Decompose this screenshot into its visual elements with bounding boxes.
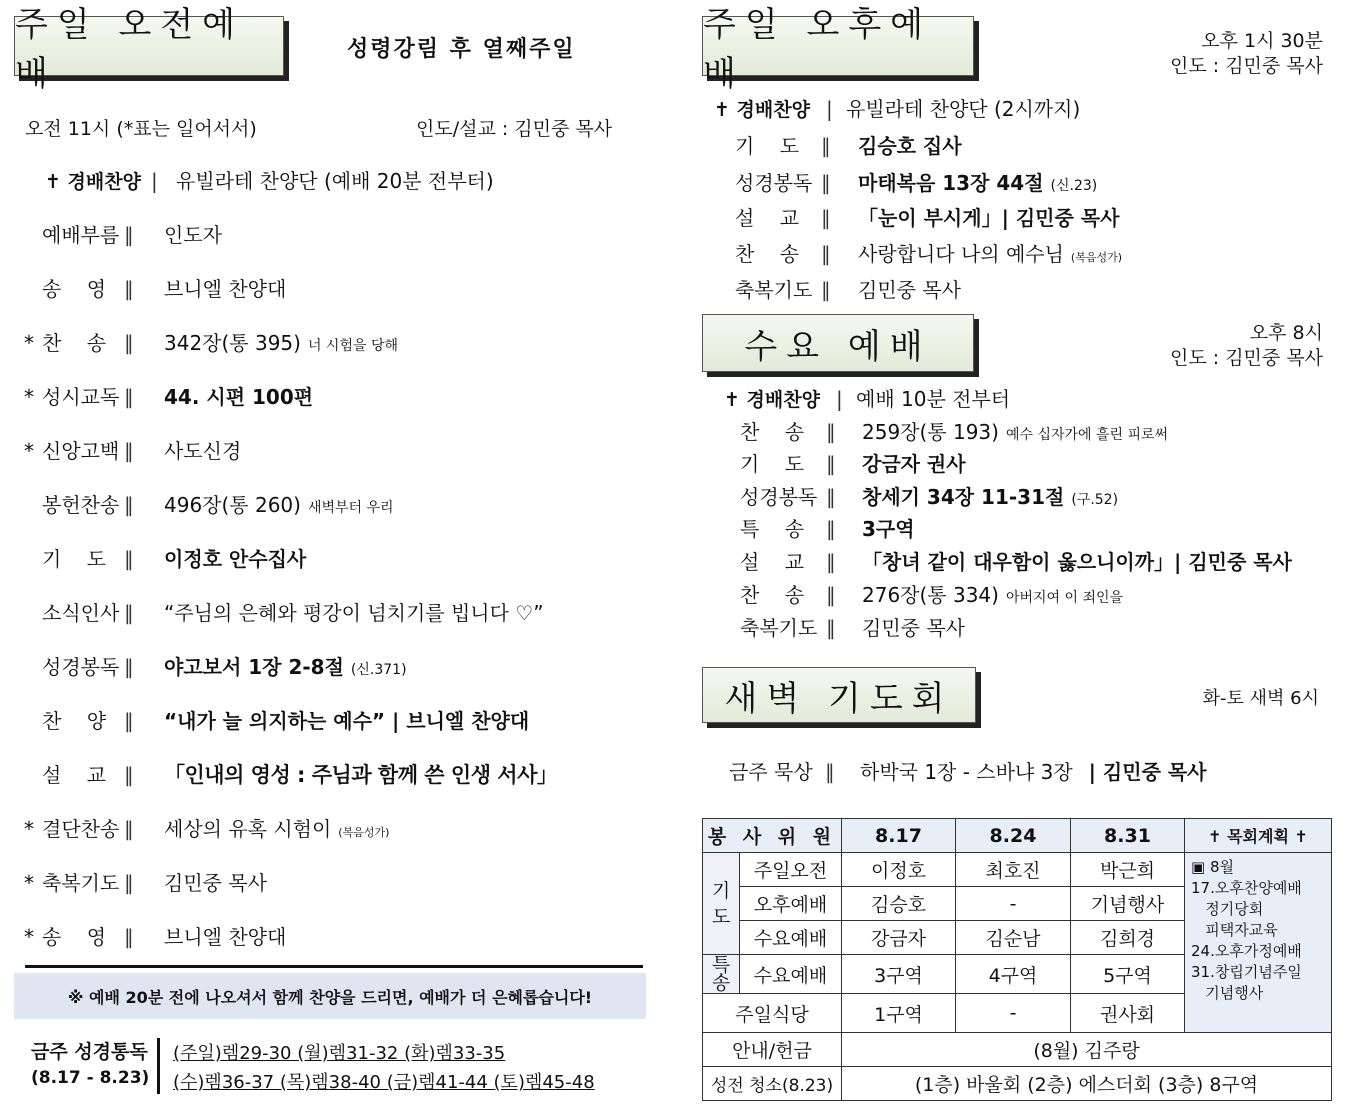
am-row-label: 소식인사 <box>42 601 120 625</box>
wed-row-note: 아버지여 이 죄인을 <box>1005 590 1124 606</box>
wed-row-label: 찬 송 <box>740 420 805 444</box>
am-row-label: 축복기도 <box>42 871 120 895</box>
prayer-cell: 최호진 <box>956 853 1071 887</box>
wed-row-label: 특 송 <box>740 517 805 541</box>
prayer-group-text: 기 도 <box>711 879 731 928</box>
date-1: 8.17 <box>842 819 956 853</box>
am-divider <box>25 965 643 968</box>
wed-row-value: 259장(통 193) <box>862 420 999 444</box>
pm-row-sep: ∥ <box>821 278 831 302</box>
am-row-sep: ∥ <box>124 763 134 787</box>
pm-row-label: 성경봉독 <box>735 171 813 195</box>
wed-row-value: 276장(통 334) <box>862 583 999 607</box>
bible-reading-line2: (수)렘36-37 (목)렘38-40 (금)렘41-44 (토)렘45-48 <box>173 1072 595 1093</box>
date-2: 8.24 <box>956 819 1071 853</box>
wed-row-sep: ∥ <box>826 485 836 509</box>
pm-row-label: 기 도 <box>735 134 800 158</box>
wed-row-value: 「창녀 같이 대우함이 옳으니이까」| 김민중 목사 <box>862 550 1292 574</box>
am-leader: 인도/설교 : 김민중 목사 <box>416 118 613 140</box>
wed-row-label: 축복기도 <box>740 616 818 640</box>
wed-order-row <box>740 546 1292 575</box>
pm-row-value: 사랑합니다 나의 예수님 <box>858 242 1064 266</box>
pm-order-row <box>735 130 962 159</box>
pm-order-row <box>735 167 1097 196</box>
plan-line: 피택자교육 <box>1191 921 1278 939</box>
am-row-value: 인도자 <box>164 223 222 247</box>
guide-row-value: (8월) 김주랑 <box>842 1033 1332 1067</box>
pm-order-row <box>735 202 1119 231</box>
pm-row-sep: ∥ <box>821 242 831 266</box>
wed-row-value: 강금자 권사 <box>862 452 966 476</box>
am-row-sep: ∥ <box>124 331 134 355</box>
clean-row-label: 성전 청소(8.23) <box>703 1067 842 1101</box>
pm-row-sep: ∥ <box>821 134 831 158</box>
plan-line: ▣ 8월 <box>1191 858 1234 876</box>
pm-row-label: ✝ 경배찬양 <box>714 99 810 121</box>
pm-leader: 인도 : 김민중 목사 <box>1170 55 1323 77</box>
pm-order-row <box>735 274 961 303</box>
am-row-value: 야고보서 1장 2-8절 <box>164 655 344 679</box>
service-table <box>702 818 1332 1101</box>
bible-reading-title: 금주 성경통독 <box>31 1041 148 1063</box>
wed-row-sep: | <box>836 387 843 411</box>
bible-reading-divider <box>157 1038 160 1094</box>
pm-row-label: 설 교 <box>735 206 800 230</box>
wed-row-sep: ∥ <box>826 420 836 444</box>
wed-row-sep: ∥ <box>826 517 836 541</box>
am-row-sep: ∥ <box>124 493 134 517</box>
bible-reading-range: (8.17 - 8.23) <box>31 1068 150 1088</box>
wed-leader: 인도 : 김민중 목사 <box>1170 347 1323 369</box>
pastoral-plan <box>1185 853 1332 1033</box>
pm-row-sep: | <box>826 97 833 121</box>
am-row-value: 김민중 목사 <box>164 871 267 895</box>
wed-order-row <box>740 513 915 542</box>
prayer-cell: - <box>956 887 1071 921</box>
dawn-heading-box <box>702 667 976 723</box>
am-row-sep: ∥ <box>124 439 134 463</box>
am-stand-mark: * <box>24 871 34 895</box>
prayer-cell: 강금자 <box>842 921 956 955</box>
wed-row-value: 3구역 <box>862 517 915 541</box>
prayer-cell: 김희경 <box>1071 921 1185 955</box>
wed-row-sep: ∥ <box>826 452 836 476</box>
wed-row-sep: ∥ <box>826 550 836 574</box>
am-row-value: 세상의 유혹 시험이 <box>164 817 332 841</box>
am-order-row <box>24 921 287 950</box>
meal-cell: 1구역 <box>842 994 956 1033</box>
date-3: 8.31 <box>1071 819 1185 853</box>
am-notice <box>14 973 646 1019</box>
am-time-note: 오전 11시 (*표는 일어서서) <box>25 118 257 140</box>
am-order-row <box>24 867 267 896</box>
special-cell: 5구역 <box>1071 955 1185 994</box>
wed-row-note: 예수 십자가에 흘린 피로써 <box>1005 427 1169 443</box>
am-row-value: 이정호 안수집사 <box>164 547 307 571</box>
pm-row-value: 「눈이 부시게」| 김민중 목사 <box>858 206 1120 230</box>
am-row-value: 342장(통 395) <box>164 331 301 355</box>
am-row-label: 신앙고백 <box>42 439 120 463</box>
pm-heading-box <box>702 5 974 94</box>
plan-line: 정기당회 <box>1191 900 1264 918</box>
am-stand-mark: * <box>24 439 34 463</box>
wed-row-sep: ∥ <box>826 583 836 607</box>
am-row-label: 예배부름 <box>42 223 120 247</box>
am-stand-mark: * <box>24 385 34 409</box>
am-order-row <box>42 543 306 572</box>
pm-order-row <box>735 238 1122 267</box>
am-stand-mark: * <box>24 331 34 355</box>
plan-line: 24.오후가정예배 <box>1191 942 1302 960</box>
pm-time: 오후 1시 30분 <box>1201 30 1323 52</box>
am-row-note: 새벽부터 우리 <box>307 500 394 516</box>
am-notice-text: ※ 예배 20분 전에 나오셔서 함께 찬양을 드리면, 예배가 더 은혜롭습니다! <box>67 987 593 1007</box>
am-row-value: 브니엘 찬양대 <box>164 277 287 301</box>
am-row-label: ✝ 경배찬양 <box>45 171 141 193</box>
wed-time: 오후 8시 <box>1249 322 1323 344</box>
am-row-value: 브니엘 찬양대 <box>164 925 287 949</box>
pm-heading: 주일 오후예배 <box>703 5 933 94</box>
meal-cell: 권사회 <box>1071 994 1185 1033</box>
am-row-label: 설 교 <box>42 763 107 787</box>
wed-order-row <box>740 416 1168 445</box>
am-order-row <box>42 651 407 680</box>
am-row-sep: ∥ <box>124 385 134 409</box>
guide-row-label: 안내/헌금 <box>703 1033 842 1067</box>
am-heading: 주일 오전예배 <box>15 5 245 94</box>
am-subtitle: 성령강림 후 열째주일 <box>347 37 576 62</box>
wed-heading-box <box>702 314 974 372</box>
am-order-row <box>24 435 242 464</box>
am-order-row <box>24 381 314 410</box>
am-order-row <box>42 705 529 734</box>
dawn-sep: ∥ <box>825 760 835 784</box>
am-order-row <box>42 489 394 518</box>
dawn-meditation-row <box>729 756 1207 785</box>
prayer-cell: 박근희 <box>1071 853 1185 887</box>
wed-row-label: 성경봉독 <box>740 485 818 509</box>
am-order-row <box>45 165 494 194</box>
am-row-sep: ∥ <box>124 709 134 733</box>
wed-row-note: (구.52) <box>1071 492 1119 508</box>
prayer-cell: 이정호 <box>842 853 956 887</box>
wed-order-row <box>724 383 1010 412</box>
am-row-note: 너 시험을 당해 <box>307 338 398 354</box>
prayer-group-label <box>703 853 740 955</box>
am-row-sep: ∥ <box>124 655 134 679</box>
wed-order-row <box>740 612 965 641</box>
special-row-label: 수요예배 <box>740 955 842 994</box>
pm-row-value: 김민중 목사 <box>858 278 961 302</box>
bible-reading-line1: (주일)렘29-30 (월)렘31-32 (화)렘33-35 <box>173 1043 506 1064</box>
dawn-preacher: | 김민중 목사 <box>1088 760 1207 784</box>
pm-row-note: (복음성가) <box>1070 251 1123 264</box>
am-row-sep: ∥ <box>124 547 134 571</box>
am-order-row <box>42 273 286 302</box>
am-row-sep: ∥ <box>124 601 134 625</box>
am-row-value: 「인내의 영성 : 주님과 함께 쓴 인생 서사」 <box>164 763 558 787</box>
wed-row-label: 기 도 <box>740 452 805 476</box>
pm-row-sep: ∥ <box>821 206 831 230</box>
plan-line: 31.창립기념주일 <box>1191 963 1302 981</box>
wed-row-label: 설 교 <box>740 550 805 574</box>
special-cell: 3구역 <box>842 955 956 994</box>
am-row-sep: ∥ <box>124 925 134 949</box>
special-group-text: 특송 <box>711 954 731 994</box>
am-row-note: (복음성가) <box>338 826 390 839</box>
wed-row-label: ✝ 경배찬양 <box>724 389 820 411</box>
dawn-value: 하박국 1장 - 스바냐 3장 <box>860 760 1073 784</box>
am-row-sep: ∥ <box>124 871 134 895</box>
pm-row-value: 김승호 집사 <box>858 134 962 158</box>
am-row-value: 사도신경 <box>164 439 242 463</box>
am-row-value: 유빌라테 찬양단 (예배 20분 전부터) <box>176 169 494 193</box>
pm-row-value: 마태복음 13장 44절 <box>858 171 1044 195</box>
am-stand-mark: * <box>24 925 34 949</box>
am-row-value: “내가 늘 의지하는 예수” | 브니엘 찬양대 <box>164 709 530 733</box>
am-order-row <box>24 813 390 842</box>
prayer-cell: 기념행사 <box>1071 887 1185 921</box>
am-heading-box <box>14 5 284 94</box>
am-order-row <box>24 327 398 356</box>
am-order-row <box>42 597 544 626</box>
am-row-value: “주님의 은혜와 평강이 넘치기를 빕니다 ♡” <box>164 601 544 625</box>
prayer-cell: 김승호 <box>842 887 956 921</box>
pm-order-row <box>714 93 1080 122</box>
dawn-heading: 새벽 기도회 <box>724 678 954 719</box>
am-row-note: (신.371) <box>350 662 407 678</box>
pm-row-sep: ∥ <box>821 171 831 195</box>
wed-order-row <box>740 448 966 477</box>
prayer-row-label: 주일오전 <box>740 853 842 887</box>
wed-row-value: 창세기 34장 11-31절 <box>862 485 1065 509</box>
wed-order-row <box>740 579 1123 608</box>
meal-cell: - <box>956 994 1071 1033</box>
wed-heading: 수요 예배 <box>744 326 932 367</box>
am-row-sep: ∥ <box>124 223 134 247</box>
dawn-label: 금주 묵상 <box>729 760 813 784</box>
prayer-row-label: 오후예배 <box>740 887 842 921</box>
prayer-cell: 김순남 <box>956 921 1071 955</box>
am-order-row <box>42 759 557 789</box>
plan-line: 기념행사 <box>1191 984 1264 1002</box>
pm-row-note: (신.23) <box>1050 178 1098 194</box>
pm-row-label: 축복기도 <box>735 278 813 302</box>
am-order-row <box>42 219 222 248</box>
am-row-label: 송 영 <box>42 277 107 301</box>
plan-line: 17.오후찬양예배 <box>1191 879 1302 897</box>
am-row-label: 봉헌찬송 <box>42 493 120 517</box>
wed-order-row <box>740 481 1118 510</box>
am-row-label: 송 영 <box>42 925 107 949</box>
pm-row-label: 찬 송 <box>735 242 800 266</box>
am-row-value: 496장(통 260) <box>164 493 301 517</box>
special-group-label <box>703 955 740 994</box>
am-row-sep: | <box>151 169 158 193</box>
am-row-label: 찬 송 <box>42 331 107 355</box>
special-cell: 4구역 <box>956 955 1071 994</box>
pm-row-value: 유빌라테 찬양단 (2시까지) <box>846 97 1081 121</box>
am-stand-mark: * <box>24 817 34 841</box>
wed-row-label: 찬 송 <box>740 583 805 607</box>
clean-row-value: (1층) 바울회 (2층) 에스더회 (3층) 8구역 <box>842 1067 1332 1101</box>
am-row-label: 성시교독 <box>42 385 120 409</box>
wed-row-sep: ∥ <box>826 616 836 640</box>
meal-row-label: 주일식당 <box>703 994 842 1033</box>
wed-row-value: 예배 10분 전부터 <box>856 387 1011 411</box>
am-row-label: 찬 양 <box>42 709 107 733</box>
am-row-label: 기 도 <box>42 547 107 571</box>
am-row-label: 성경봉독 <box>42 655 120 679</box>
am-row-sep: ∥ <box>124 277 134 301</box>
plan-title: ✝ 목회계획 ✝ <box>1185 819 1332 853</box>
prayer-row-label: 수요예배 <box>740 921 842 955</box>
service-header: 봉 사 위 원 <box>703 819 842 853</box>
am-row-value: 44. 시편 100편 <box>164 385 314 409</box>
wed-row-value: 김민중 목사 <box>862 616 965 640</box>
am-row-sep: ∥ <box>124 817 134 841</box>
am-row-label: 결단찬송 <box>42 817 120 841</box>
dawn-time: 화-토 새벽 6시 <box>1202 688 1319 709</box>
